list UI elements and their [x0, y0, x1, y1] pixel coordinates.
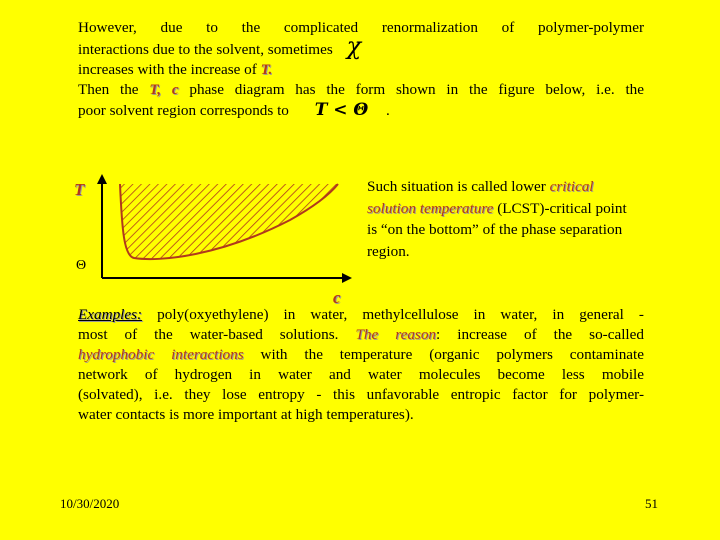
lcst-note-post: (LCST)-critical point is “on the bottom” of the phase separation region.	[367, 199, 627, 260]
examples-line-1	[78, 305, 644, 325]
theta-label: Θ	[76, 258, 87, 273]
chi-symbol: χ	[346, 32, 362, 60]
intro-line-5-text: poor solvent region corresponds to	[78, 102, 289, 119]
examples-line-3	[78, 345, 644, 365]
intro-line-2	[78, 32, 644, 60]
examples-line-6: water contacts is more important at high temperatures).	[78, 406, 414, 423]
intro-line-3-text: increases with the increase of	[78, 61, 257, 78]
examples-text-2-post: : increase of the so-called	[436, 326, 644, 343]
intro-line-3	[78, 60, 644, 80]
intro-T: T.	[260, 61, 273, 78]
intro-line-4-pre: Then the	[78, 81, 139, 98]
intro-line-2-text: interactions due to the solvent, sometimes	[78, 41, 333, 58]
lcst-note	[367, 176, 635, 262]
intro-line-5	[78, 100, 644, 121]
y-axis-label: T	[74, 180, 85, 199]
intro-line-4-c: c	[171, 81, 179, 98]
page-number: 51	[645, 496, 658, 511]
examples-line-2	[78, 325, 644, 345]
intro-line-4-T: T,	[149, 81, 162, 98]
intro-paragraph	[78, 18, 644, 121]
two-phase-region	[120, 184, 338, 259]
x-axis-arrow	[342, 273, 352, 283]
reason-label: The reason	[355, 326, 437, 343]
intro-line-4-post: phase diagram has the form shown in the figure below, i.e. the	[189, 81, 645, 98]
examples-paragraph	[78, 305, 644, 425]
examples-text-1: poly(oxyethylene) in water, methylcellulose in water, in general -	[157, 306, 644, 323]
examples-label: Examples:	[78, 306, 143, 323]
inequality-formula: T < Θ	[314, 100, 369, 120]
footer-date: 10/30/2020	[60, 496, 120, 511]
lcst-note-critical: critical	[549, 178, 594, 195]
intro-line-1: However, due to the complicated renormalization of polymer-polymer	[78, 19, 644, 36]
x-axis-label: c	[333, 288, 341, 307]
examples-text-3: with the temperature (organic polymers contaminate	[260, 346, 645, 363]
examples-line-4: network of hydrogen in water and water molecules become less mobile	[78, 366, 644, 383]
intro-period: .	[386, 102, 390, 119]
phase-diagram-svg	[70, 170, 360, 290]
lcst-note-solution-temperature: solution temperature	[367, 199, 494, 217]
intro-line-4	[78, 80, 644, 100]
hydrophobic-label: hydrophobic interactions	[78, 346, 244, 363]
lcst-note-pre: Such situation is called lower	[367, 178, 546, 195]
examples-line-5: (solvated), i.e. they lose entropy - this unfavorable entropic factor for polymer-	[78, 386, 644, 403]
examples-text-2-pre: most of the water-based solutions.	[78, 326, 339, 343]
phase-diagram	[70, 170, 360, 305]
y-axis-arrow	[97, 174, 107, 184]
